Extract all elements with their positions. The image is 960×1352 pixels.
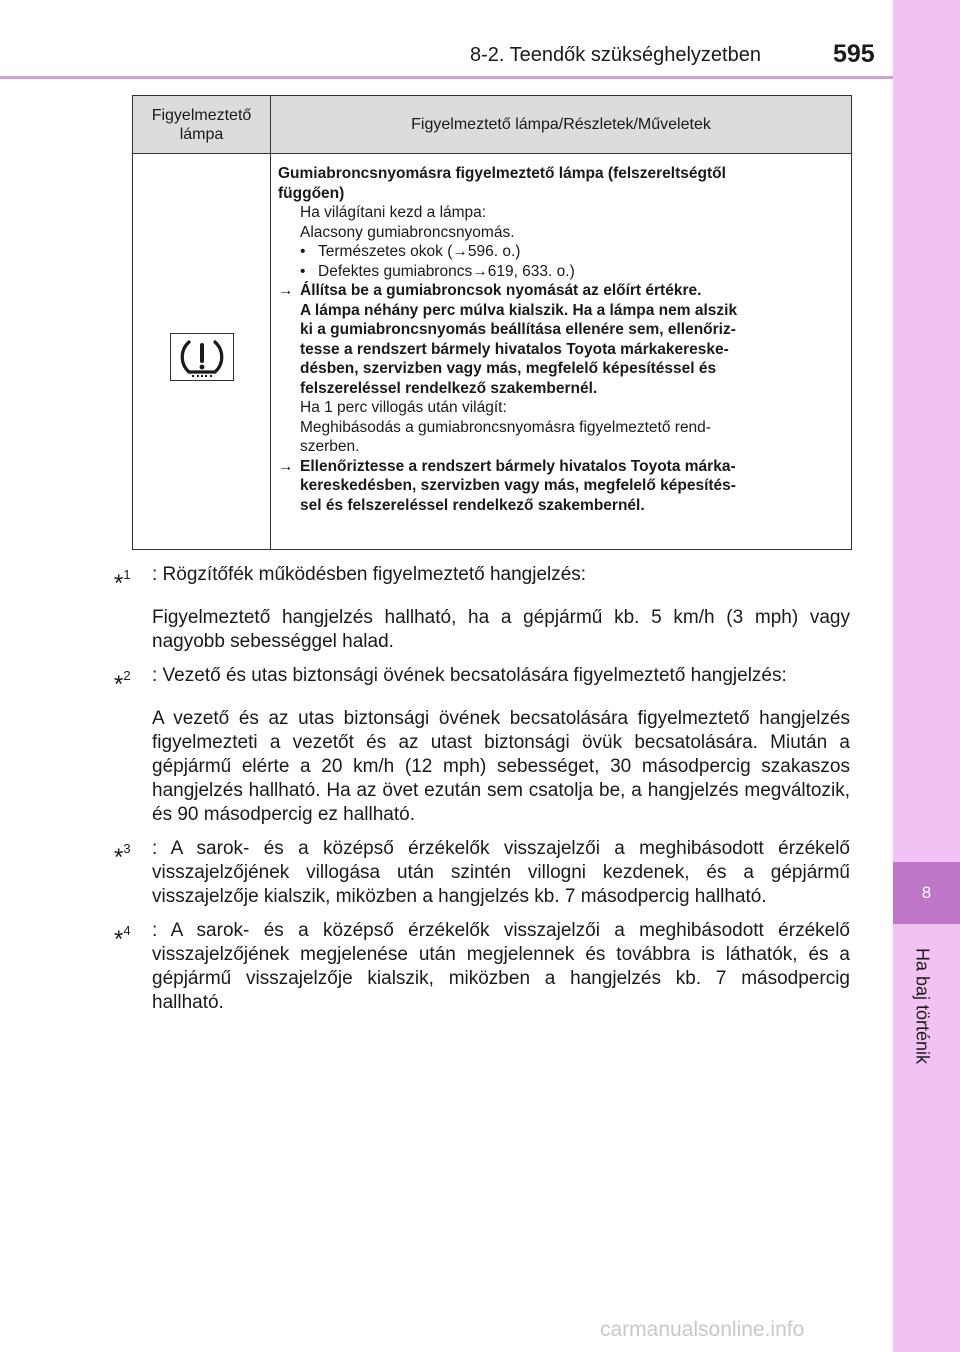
- case1-action-line: ki a gumiabroncsnyomás beállítása ellenére sem, ellenőriz-: [300, 321, 736, 338]
- case1-action-line: A lámpa néhány perc múlva kialszik. Ha a lámpa nem alszik: [300, 301, 738, 319]
- lamp-details-cell: [278, 164, 843, 515]
- footnote-marker: *$^1$: [114, 567, 131, 597]
- header-col-lamp: [133, 106, 270, 144]
- case1-action-line: désben, szervizben vagy más, megfelelő képesítéssel és: [300, 360, 717, 377]
- page-number: 595: [833, 40, 875, 68]
- footnote-body: A vezető és az utas biztonsági övének becsatolására figyelmeztető hangjelzés figyelmezteti a vezetőt és az utast biztonsági övük becsatolására. Miután a gépjármű elérte a 20 km/h (12 mph) sebességet, 30 másodpercig szakaszos hangjelzés hallható. Ha az övet ezután sem csatolja be, a hangjelzés megváltozik, és 90 másodpercig ez hallható.: [152, 708, 850, 825]
- case2-condition: Ha 1 perc villogás után világít:: [300, 399, 507, 416]
- column-divider: [270, 96, 271, 549]
- footnotes: [114, 563, 850, 1025]
- footnote-marker: *$^2$: [114, 668, 131, 698]
- case2-action-line: kereskedésben, szervizben vagy más, megfelelő képesítés-: [300, 477, 736, 494]
- footnote-heading: : Vezető és utas biztonsági övének becsatolására figyelmeztető hangjelzés:: [152, 665, 787, 686]
- tire-pressure-warning-icon: [170, 333, 234, 381]
- case1-action-line: tesse a rendszert bármely hivatalos Toyota márkakereske-: [300, 340, 729, 358]
- case1-bullet-text: Természetes okok (→596. o.): [318, 243, 521, 260]
- section-title: 8-2. Teendők szükséghelyzetben: [470, 44, 761, 66]
- header-col-details: Figyelmeztető lámpa/Részletek/Műveletek: [411, 116, 711, 133]
- footnote-marker: *$^4$: [114, 923, 131, 953]
- footnote-heading: : A sarok- és a középső érzékelők visszajelzői a meghibásodott érzékelő visszajelzőjének megjelenése után megjelennek és továbbra is láthatók, és a gépjármű visszajelzője kialszik, miközben a hangjelzés kb. 7 másodpercig hallható.: [152, 920, 850, 1013]
- chapter-side-tab: [893, 0, 960, 1352]
- footnote-4: [114, 919, 850, 1015]
- warning-lamp-table: [132, 95, 852, 550]
- tire-pressure-icon-graphic: [171, 334, 233, 380]
- arrow-icon: →: [278, 282, 294, 299]
- lamp-title-line1: Gumiabroncsnyomásra figyelmeztető lámpa (felszereltségtől: [278, 165, 726, 182]
- footnote-3: [114, 837, 850, 909]
- chapter-number: 8: [921, 883, 932, 902]
- case1-bullet-text: Defektes gumiabroncs→619, 633. o.): [318, 262, 575, 280]
- case1-bullet: • Természetes okok (→596. o.): [300, 243, 521, 260]
- chapter-title: Ha baj történik: [912, 948, 933, 1065]
- case1-cause: Alacsony gumiabroncsnyomás.: [300, 223, 515, 241]
- case1-bullet: • Defektes gumiabroncs→619, 633. o.): [300, 262, 575, 280]
- footnote-heading: : Rögzítőfék működésben figyelmeztető hangjelzés:: [152, 564, 587, 585]
- case2-cause-line1: Meghibásodás a gumiabroncsnyomásra figyelmeztető rend-: [300, 418, 711, 436]
- case2-action-line: Ellenőriztesse a rendszert bármely hivatalos Toyota márka-: [300, 457, 736, 475]
- watermark: carmanualsonline.info: [600, 1318, 805, 1341]
- arrow-icon: →: [278, 457, 294, 475]
- footnote-2: [114, 664, 850, 827]
- header-col-lamp-line1: Figyelmeztető: [151, 107, 252, 124]
- footnote-marker: *$^3$: [114, 841, 131, 871]
- footnote-body: Figyelmeztető hangjelzés hallható, ha a gépjármű kb. 5 km/h (3 mph) vagy nagyobb sebességgel halad.: [152, 607, 850, 652]
- footnote-1: [114, 563, 850, 654]
- case2-action: [278, 457, 843, 516]
- case1-action-line: felszereléssel rendelkező szakembernél.: [300, 379, 598, 397]
- case2-action-line: sel és felszereléssel rendelkező szakembernél.: [300, 496, 645, 514]
- header-col-lamp-line2: lámpa: [179, 126, 224, 143]
- lamp-title-line2: függően): [278, 184, 345, 202]
- case1-action: [278, 281, 843, 398]
- case1-action-line: Állítsa be a gumiabroncsok nyomását az előírt értékre.: [300, 282, 702, 299]
- footnote-heading: : A sarok- és a középső érzékelők visszajelzői a meghibásodott érzékelő visszajelzőjének villogása után szintén villogni kezdenek, és a gépjármű visszajelzője kialszik, miközben a hangjelzés kb. 7 másodpercig hallható.: [152, 838, 850, 907]
- case2-cause-line2: szerben.: [300, 438, 360, 455]
- header-rule: [0, 76, 893, 79]
- case1-condition: Ha világítani kezd a lámpa:: [300, 204, 487, 221]
